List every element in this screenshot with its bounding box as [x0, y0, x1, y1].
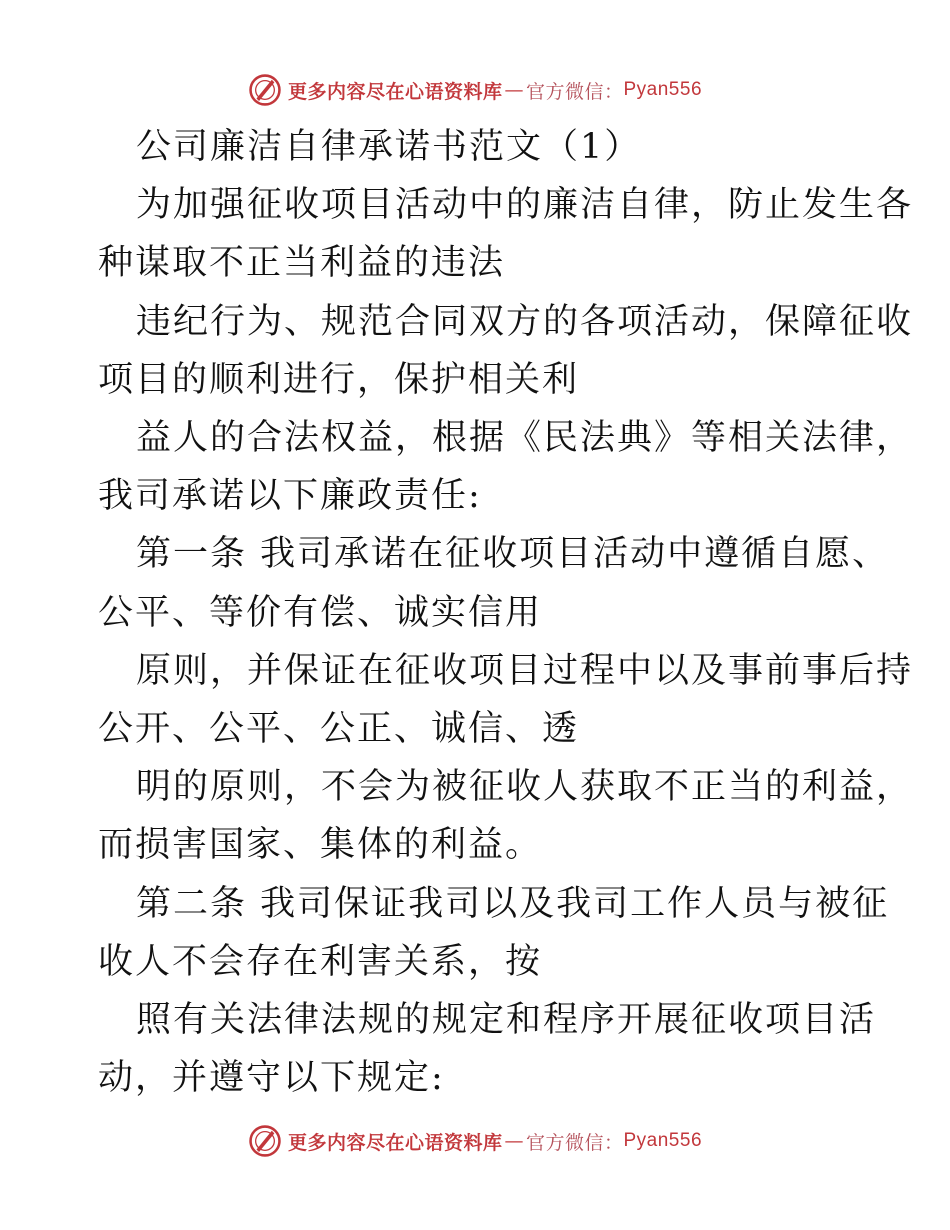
banner-label: 官方微信： [525, 80, 624, 103]
footer-banner [0, 1121, 950, 1161]
paragraph-line: 原则，并保证在征收项目过程中以及事前事后持 [136, 650, 914, 691]
brand-logo-icon [248, 73, 282, 107]
banner-dash: — [504, 79, 524, 101]
paragraph-line: 种谋取不正当利益的违法 [98, 243, 506, 284]
paragraph-line: 公开、公平、公正、诚信、透 [98, 709, 580, 750]
banner-wechat-id: Pyan556 [623, 79, 703, 100]
paragraph-line: 照有关法律法规的规定和程序开展征收项目活 [136, 1000, 877, 1041]
paragraph-line: 违纪行为、规范合同双方的各项活动，保障征收 [136, 301, 914, 342]
paragraph-line: 项目的顺利进行，保护相关利 [98, 359, 580, 400]
paragraph-line: 而损害国家、集体的利益。 [98, 825, 543, 866]
paragraph-line: 为加强征收项目活动中的廉洁自律，防止发生各 [136, 185, 914, 226]
banner-label: 官方微信： [525, 1131, 624, 1154]
banner-main-text: 更多内容尽在心语资料库 [287, 1131, 503, 1154]
header-banner [0, 70, 950, 110]
paragraph-line: 收人不会存在利害关系，按 [98, 941, 543, 982]
banner-dash: — [504, 1130, 524, 1152]
paragraph-line: 第一条 我司承诺在征收项目活动中遵循自愿、 [136, 534, 890, 575]
paragraph-line: 公平、等价有偿、诚实信用 [98, 592, 543, 633]
banner-main-text: 更多内容尽在心语资料库 [287, 80, 503, 103]
paragraph-line: 动，并遵守以下规定: [98, 1058, 445, 1099]
paragraph-line: 我司承诺以下廉政责任: [98, 476, 482, 517]
document-title: 公司廉洁自律承诺书范文（1） [136, 127, 642, 167]
document-body [98, 118, 914, 1107]
banner-wechat-id: Pyan556 [623, 1130, 703, 1151]
brand-logo-icon [248, 1124, 282, 1158]
paragraph-line: 第二条 我司保证我司以及我司工作人员与被征 [136, 883, 890, 924]
paragraph-line: 明的原则，不会为被征收人获取不正当的利益， [136, 767, 914, 808]
paragraph-line: 益人的合法权益，根据《民法典》等相关法律， [136, 418, 914, 459]
